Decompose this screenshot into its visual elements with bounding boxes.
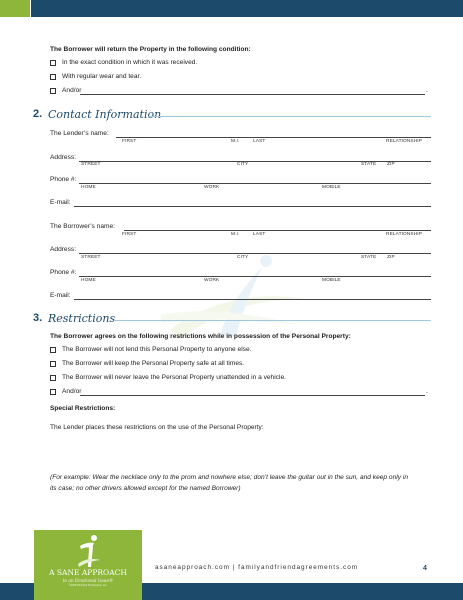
- lender-first-caption: FIRST: [122, 139, 137, 144]
- example-line-2: its case; no other drivers allowed except for the named Borrower): [50, 485, 241, 492]
- header-bar: [0, 0, 463, 17]
- restriction-no-lend: The Borrower will not lend this Personal Property to anyone else.: [62, 346, 252, 353]
- special-restrictions-text: The Lender places these restrictions on the use of the Personal Property:: [50, 424, 264, 431]
- lender-address-label: Address:: [50, 154, 77, 161]
- footer-separator: |: [232, 564, 236, 571]
- condition-andor-period: .: [426, 87, 428, 94]
- lender-state-caption: STATE: [361, 162, 377, 167]
- checkbox-icon[interactable]: [50, 347, 56, 353]
- borrower-address-field[interactable]: [79, 253, 431, 254]
- header-bar-navy: [31, 0, 463, 17]
- checkbox-icon[interactable]: [50, 74, 56, 80]
- lender-relationship-caption: RELATIONSHIP: [386, 139, 423, 144]
- footer-url-asaneapproach[interactable]: asaneapproach.com: [155, 564, 230, 571]
- lender-email-field[interactable]: [74, 206, 431, 207]
- lender-phone-label: Phone #:: [50, 176, 77, 183]
- footer-urls: [155, 565, 358, 571]
- borrower-relationship-caption: RELATIONSHIP: [386, 232, 423, 237]
- logo-brand-text: A SANE APPROACH: [49, 568, 127, 577]
- header-bar-green: [0, 0, 30, 17]
- condition-heading: The Borrower will return the Property in the following condition:: [50, 46, 251, 53]
- checkbox-icon[interactable]: [50, 60, 56, 66]
- borrower-zip-caption: ZIP: [387, 255, 395, 260]
- lender-email-label: E-mail:: [50, 199, 71, 206]
- section-3-title: Restrictions: [48, 312, 116, 325]
- borrower-email-field[interactable]: [74, 299, 431, 300]
- page-number: 4: [423, 565, 427, 572]
- restriction-keep-safe: The Borrower will keep the Personal Property safe at all times.: [62, 360, 245, 367]
- section-2-divider: [148, 116, 431, 117]
- footer-url-familyandfriend[interactable]: familyandfriendagreements.com: [238, 564, 359, 571]
- lender-mi-caption: M.I.: [231, 139, 240, 144]
- condition-option-andor: And/or: [62, 87, 82, 94]
- lender-city-caption: CITY: [237, 162, 249, 167]
- footer-logo: [34, 530, 142, 600]
- section-3-divider: [115, 320, 431, 321]
- restrictions-heading: The Borrower agrees on the following restrictions while in possession of the Personal Property:: [50, 333, 351, 340]
- section-2-title: Contact Information: [48, 108, 162, 121]
- borrower-name-label: The Borrower’s name:: [50, 223, 115, 230]
- lender-zip-caption: ZIP: [387, 162, 395, 167]
- borrower-city-caption: CITY: [237, 255, 249, 260]
- checkbox-icon[interactable]: [50, 375, 56, 381]
- logo-tagline: to an Emotional Issue®: [62, 578, 114, 583]
- lender-phone-field[interactable]: [79, 183, 431, 184]
- lender-last-caption: LAST: [253, 139, 266, 144]
- checkbox-icon[interactable]: [50, 88, 56, 94]
- borrower-last-caption: LAST: [253, 232, 266, 237]
- borrower-state-caption: STATE: [361, 255, 377, 260]
- borrower-home-caption: HOME: [81, 278, 96, 283]
- checkbox-icon[interactable]: [50, 361, 56, 367]
- special-restrictions-heading: Special Restrictions:: [50, 405, 116, 412]
- footer-bar: [142, 583, 463, 600]
- borrower-mi-caption: M.I.: [231, 232, 240, 237]
- section-2-number: 2.: [33, 108, 43, 120]
- lender-work-caption: WORK: [204, 185, 220, 190]
- condition-andor-line[interactable]: [80, 94, 425, 95]
- borrower-email-label: E-mail:: [50, 292, 71, 299]
- lender-mobile-caption: MOBILE: [322, 185, 341, 190]
- lender-name-field[interactable]: [116, 137, 431, 138]
- borrower-street-caption: STREET: [81, 255, 101, 260]
- borrower-name-field[interactable]: [124, 230, 431, 231]
- borrower-phone-field[interactable]: [79, 276, 431, 277]
- condition-option-exact: In the exact condition in which it was received.: [62, 59, 198, 66]
- borrower-first-caption: FIRST: [122, 232, 137, 237]
- checkbox-icon[interactable]: [50, 389, 56, 395]
- restriction-andor-line[interactable]: [80, 395, 425, 396]
- restriction-andor-period: .: [426, 388, 428, 395]
- lender-address-field[interactable]: [79, 161, 431, 162]
- logo-copyright: ©2008 Pitchfork Productions, Inc.: [68, 584, 108, 587]
- borrower-work-caption: WORK: [204, 278, 220, 283]
- restriction-vehicle: The Borrower will never leave the Personal Property unattended in a vehicle.: [62, 374, 286, 381]
- lender-street-caption: STREET: [81, 162, 101, 167]
- footer-bar-left: [0, 583, 34, 600]
- lender-name-label: The Lender’s name:: [50, 130, 109, 137]
- section-3-number: 3.: [33, 312, 43, 324]
- condition-option-wear: With regular wear and tear.: [62, 73, 142, 80]
- person-figure-logo-icon: [76, 534, 102, 568]
- borrower-phone-label: Phone #:: [50, 269, 77, 276]
- example-line-1: (For example: Wear the necklace only to the prom and nowhere else; don’t leave the guitar out in the sun, and keep only in: [50, 474, 408, 481]
- restriction-andor: And/or: [62, 388, 82, 395]
- lender-home-caption: HOME: [81, 185, 96, 190]
- borrower-address-label: Address:: [50, 246, 77, 253]
- borrower-mobile-caption: MOBILE: [322, 278, 341, 283]
